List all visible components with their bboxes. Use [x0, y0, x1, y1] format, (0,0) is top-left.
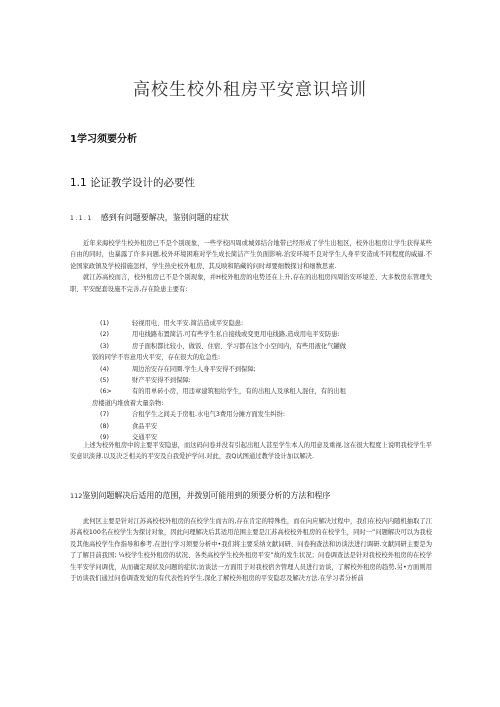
- section-heading-text: 感到有问题要解决，鉴别问题的症状: [100, 213, 229, 222]
- paragraph-3: 上述为校外租房中的主要平安隐患，而这码问卷并没有引起出租人甚至学生本人的用意及重视.这在很大程度上说明我校学生平安意识淡薄.以及决乏相关的平安及自我爱护学问.对此，我Q试图通过教学设计加以解决.: [70, 442, 432, 461]
- list-item: (6> 有的用单砖小房，用违章建筑租给学生，有的出租人及承租人混住，有的出租: [100, 388, 347, 396]
- paragraph-2: 就江苏高校而言，校外租房已不是个别现象，并H校外租房的电势还在上升,存在的出租房四周治安环境差、大多数房东管理失职、平安配套设施不完善,存在险患主要有:: [70, 274, 432, 293]
- paragraph-1: 近年来海校学生校外租房已不是个别现象，一些学校四周或城郊结合地带已经形成了学生出租区，校外出租房让学生获得某些自由的同时，也暴露了许多问题,校外环境困难对学生成长简洁产生负面影响.治安环境不良对学生人身平安造成不同程度的威逼.不论国家政镇及学校措施怎样，学生热史校外租房，其反映和陷藏的问时却要细数探讨和细数思素.: [70, 240, 432, 270]
- paragraph-4: 此何区主要是针对江苏高校校外租房的在校学生而古的,存在肯定的特殊性，而在向应解决过程中，我们在校内内随机抽取了江苏高校100名在校学生为探讨对象，因此问理解决后其适用范围主要是江苏高校校外租房的在校学生，同时一”问题解决可以为我校及其他高校学生作指导和参考.在进行学习须要分析中•我们将主要采纳文献词研、问卷狗查法和访谈法进行调研.文献同研主要是为了了解目前我国; ¼校学生校外租房的状况、各类高校学生校外租房平安”故的发生状况；问卷调查法是针对我校校外租房的在校学生平安学问调优，从而确定现状及问题的症状;访谈法一方面用于对我校宿舍管理人员进行访谈，了解校外租房的趋势,另•方面则用于访谈我们通过问卷调查发觉的有代表性的学生,深化了解校外租房的平安隐忍及解决方法.在学习者分析前: [70, 518, 432, 583]
- section-heading-1: 1学习须要分析: [70, 134, 137, 145]
- hazard-list: [70, 318, 432, 443]
- summary-paragraph: [70, 440, 432, 463]
- list-item: (8) 食品平安: [100, 422, 158, 430]
- section-heading-1-1-2: [70, 490, 330, 501]
- list-item-continuation: 房楼道内堆放着大量杂物:: [92, 399, 164, 407]
- list-item: (4) 周边治安存在同圈.学生人身平安得不到保障;: [100, 365, 256, 373]
- list-item: (1) 轻视用电、用火平安.简洁造成平安隐患:: [100, 320, 244, 327]
- section-number: 1.1.1: [70, 215, 93, 222]
- section-number: 112: [70, 492, 83, 500]
- intro-paragraphs: [70, 238, 432, 295]
- list-item: (3) 房子面积都比较小，做饭、住宿、学习都在这个小空间内，有些用液化气罐做: [100, 342, 347, 350]
- document-title: 高校生校外租房平安意识培训: [133, 80, 367, 100]
- list-item: (7) 合租学生之间关于房租.水电气3费用分摊方面发生纠纷:: [100, 411, 285, 419]
- list-item-continuation: 饭的同学不容意用火平安，存在很大的危急性:: [92, 354, 221, 362]
- list-item: (2) 用电线路布置简洁.可有些学生私自接线或变更用电线路,造成用电平安防患:: [100, 331, 340, 339]
- method-paragraph: [70, 516, 432, 584]
- section-heading-1-1-1: [70, 212, 229, 223]
- section-heading-1-1: 1.1 论证教学设计的必要性: [70, 177, 196, 189]
- section-heading-text: 鉴别问题解决后适用的范围，并拨别可能用到的须要分析的方法和程序: [82, 491, 331, 500]
- list-item: (5) 财产平安得不到保障:: [100, 377, 191, 385]
- list-item: (9) 交通平安: [100, 434, 158, 442]
